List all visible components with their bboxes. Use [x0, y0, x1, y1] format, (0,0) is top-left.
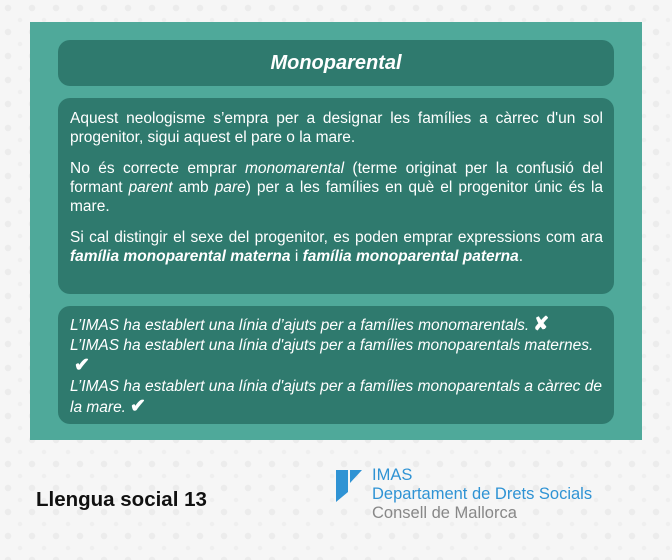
example-2 [70, 336, 602, 377]
example-1 [70, 315, 602, 336]
content-panel [30, 22, 642, 440]
paragraph-segment: parent [128, 179, 173, 196]
paragraph-segment: Si cal distingir el sexe del progenitor, es poden emprar expressions com ara [70, 229, 603, 246]
paragraph-segment: pare [214, 179, 246, 196]
imas-logo [336, 466, 636, 526]
paragraph-segment: família monoparental paterna [302, 248, 519, 265]
check-icon: ✔ [74, 355, 90, 376]
paragraph-segment: No és correcte emprar [70, 160, 245, 177]
logo-line-department: Departament de Drets Socials [372, 485, 593, 503]
example-text: L’IMAS ha establert una línia d’ajuts per a famílies monomarentals. [70, 317, 530, 334]
paragraph-segment: (terme originat per la confusió del formant [70, 160, 604, 196]
paragraph-segment: ) per a les famílies en què el progenitor únic és la mare. [70, 179, 604, 215]
explanation-box [58, 98, 614, 294]
logo-line-council: Consell de Mallorca [372, 504, 517, 522]
footer-title: Llengua social 13 [36, 488, 207, 511]
explanation-paragraph-1 [70, 109, 603, 147]
card-title: Monoparental [270, 51, 402, 74]
title-box [58, 40, 614, 86]
paragraph-segment: i [290, 248, 303, 265]
example-3 [70, 377, 602, 418]
imas-logo-icon [336, 470, 362, 502]
paragraph-segment: monomarental [244, 160, 345, 177]
cross-icon: ✘ [533, 314, 550, 335]
paragraph-segment: Aquest neologisme s’empra per a designar les famílies a càrrec d'un sol progenitor, sigui aquest el pare o la mare. [70, 110, 603, 146]
example-text: L’IMAS ha establert una línia d'ajuts per a famílies monoparentals a càrrec de la mare. [70, 378, 602, 416]
paragraph-segment: amb [172, 179, 215, 196]
explanation-paragraph-3 [70, 228, 603, 266]
examples-box [58, 306, 614, 424]
explanation-paragraph-2 [70, 159, 603, 216]
paragraph-segment: família monoparental materna [70, 248, 291, 265]
check-icon: ✔ [130, 396, 146, 417]
logo-text [372, 466, 592, 523]
example-text: L’IMAS ha establert una línia d'ajuts per a famílies monoparentals maternes. [70, 337, 594, 354]
logo-line-imas: IMAS [372, 466, 413, 484]
paragraph-segment: . [518, 248, 524, 265]
